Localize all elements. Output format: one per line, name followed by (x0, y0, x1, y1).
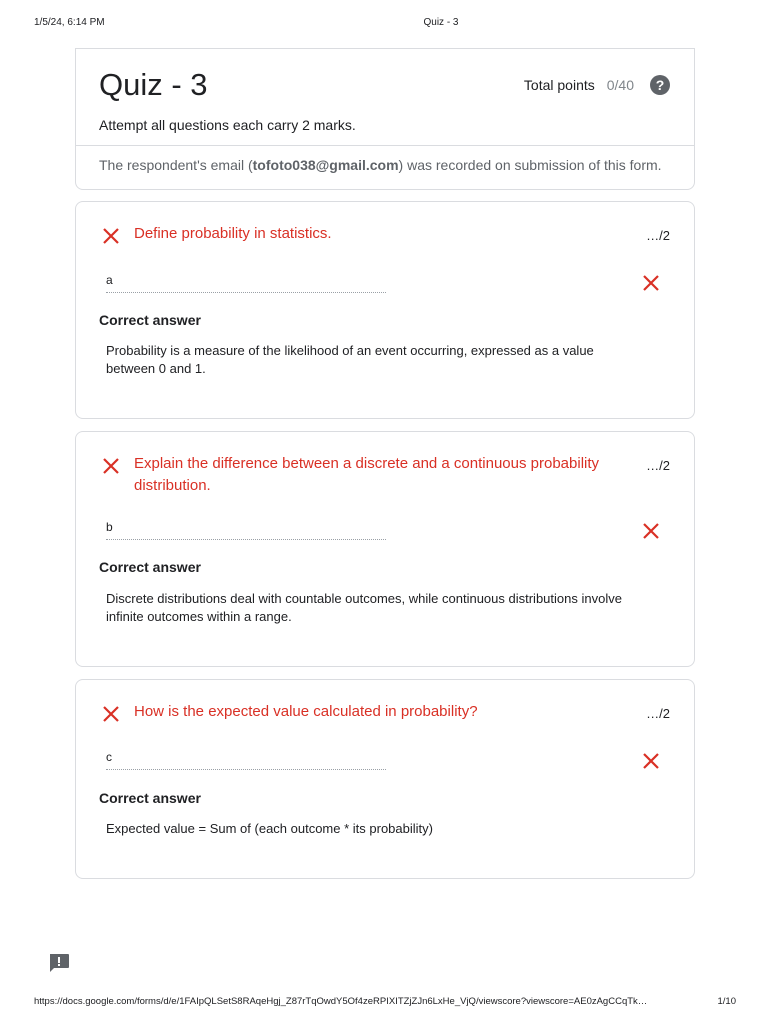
question-card (75, 431, 695, 667)
answer-incorrect-close-icon (642, 522, 660, 540)
email-note-suffix: ) was recorded on submission of this form. (398, 157, 662, 173)
question-text: How is the expected value calculated in probability? (134, 703, 478, 720)
question-card (75, 201, 695, 419)
answer-field: c (106, 750, 386, 770)
question-text: Define probability in statistics. (134, 225, 332, 242)
correct-answer-label: Correct answer (99, 790, 201, 806)
correct-answer-label: Correct answer (99, 312, 201, 328)
total-points (524, 75, 670, 95)
correct-answer-text: Discrete distributions deal with countable outcomes, while continuous distributions involve infinite outcomes within a range. (106, 591, 622, 624)
question-score: …/2 (646, 458, 670, 473)
answer-incorrect-close-icon (642, 752, 660, 770)
total-points-value: 0/40 (606, 77, 634, 93)
total-points-label: Total points (523, 77, 595, 93)
print-page-title: Quiz - 3 (423, 17, 459, 28)
incorrect-close-icon (102, 705, 120, 723)
correct-answer-text: Expected value = Sum of (each outcome * its probability) (106, 821, 433, 836)
answer-field: b (106, 520, 386, 540)
form-title: Quiz - 3 (99, 67, 208, 102)
email-note-prefix: The respondent's email ( (99, 157, 253, 173)
divider (76, 145, 694, 146)
print-page-number: 1/10 (717, 996, 736, 1007)
form-header-card (75, 48, 695, 190)
print-header (0, 17, 768, 31)
feedback-icon[interactable] (48, 953, 70, 973)
question-score: …/2 (646, 228, 670, 243)
incorrect-close-icon (102, 227, 120, 245)
incorrect-close-icon (102, 457, 120, 475)
email-recorded-note (99, 157, 662, 173)
correct-answer-text: Probability is a measure of the likelihood of an event occurring, expressed as a value between 0 and 1. (106, 343, 594, 376)
form-description: Attempt all questions each carry 2 marks. (99, 117, 356, 133)
question-card (75, 679, 695, 879)
print-datetime: 1/5/24, 6:14 PM (34, 17, 105, 28)
question-text: Explain the difference between a discrete and a continuous probability distribution. (134, 455, 600, 494)
print-url: https://docs.google.com/forms/d/e/1FAIpQLSetS8RAqeHgj_Z87rTqOwdY5Of4zeRPIXITZjZJn6LxHe_VjQ/viewscore?viewscore=AE0zAgCCqTk… (34, 996, 648, 1007)
help-icon[interactable]: ? (650, 75, 670, 95)
answer-incorrect-close-icon (642, 274, 660, 292)
respondent-email: tofoto038@gmail.com (252, 157, 399, 173)
correct-answer-label: Correct answer (99, 559, 201, 575)
question-score: …/2 (646, 706, 670, 721)
answer-field: a (106, 273, 386, 293)
